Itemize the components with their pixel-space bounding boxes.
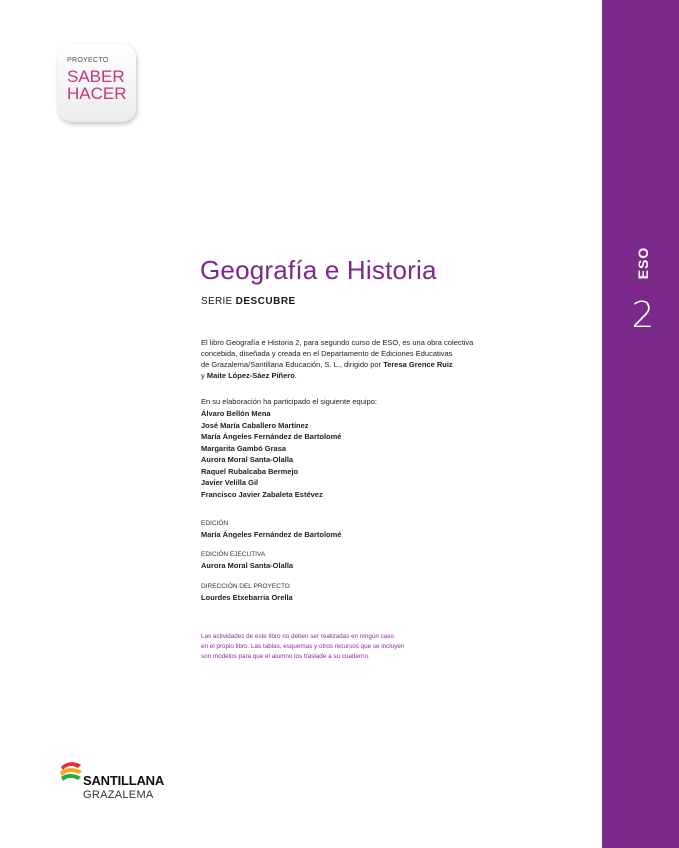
team-member: Javier Velilla Gil: [201, 478, 259, 487]
series-prefix: SERIE: [201, 296, 233, 307]
note-line: Las actividades de este libro no deben ser realizadas en ningún caso: [201, 633, 394, 640]
credit-edicion-ejecutiva: [201, 549, 293, 571]
credit-name: Lourdes Etxebarria Orella: [201, 593, 293, 602]
level-label: ESO: [635, 246, 651, 280]
grade-number: 2: [631, 295, 655, 336]
logo-hacer-text: HACER: [67, 84, 127, 103]
intro-text: .: [294, 371, 297, 380]
team-member: Raquel Rubalcaba Bermejo: [201, 466, 299, 476]
intro-line: [201, 359, 531, 370]
credit-direccion: [201, 581, 293, 603]
book-title: Geografía e Historia: [200, 255, 437, 285]
team-member: José María Caballero Martínez: [201, 420, 309, 430]
team-member: Francisco Javier Zabaleta Estévez: [201, 489, 323, 499]
credit-name: María Ángeles Fernández de Bartolomé: [201, 530, 342, 539]
director-name: Teresa Grence Ruiz: [383, 360, 453, 369]
team-member: María Ángeles Fernández de Bartolomé: [201, 432, 342, 441]
intro-text: y: [201, 371, 207, 380]
team-member: Margarita Gambó Grasa: [201, 443, 287, 453]
director-name: Maite López-Sáez Piñero: [206, 371, 295, 380]
publisher-subname: GRAZALEMA: [83, 789, 154, 801]
usage-note: [201, 632, 461, 662]
series-line: [201, 296, 296, 307]
credit-label: EDICIÓN: [201, 520, 229, 527]
publisher-name: SANTILLANA: [83, 773, 165, 788]
intro-paragraph: [201, 337, 531, 381]
credit-label: EDICIÓN EJECUTIVA: [201, 551, 266, 558]
note-line: son modelos para que el alumno los traslade a su cuaderno.: [201, 653, 370, 660]
credit-name: Aurora Moral Santa-Olalla: [201, 561, 294, 570]
team-member: Aurora Moral Santa-Olalla: [201, 455, 294, 464]
publisher-logo: [58, 757, 188, 807]
team-label: En su elaboración ha participado el siguiente equipo:: [201, 397, 377, 406]
intro-text: de Grazalema/Santillana Educación, S. L., dirigido por: [201, 360, 384, 369]
team-member: Álvaro Bellón Mena: [201, 409, 271, 418]
note-line: en el propio libro. Las tablas, esquemas y otros recursos que se incluyen: [201, 643, 405, 650]
intro-line: El libro Geografía e Historia 2, para segundo curso de ESO, es una obra colectiva: [201, 338, 474, 347]
credit-edicion: [201, 518, 341, 540]
publisher-emblem-icon: [58, 759, 84, 785]
logo-saber-text: SABER: [67, 67, 125, 86]
credit-label: DIRECCIÓN DEL PROYECTO: [201, 583, 290, 590]
sidebar-band: [602, 0, 679, 848]
series-name: DESCUBRE: [235, 296, 296, 307]
saber-hacer-logo: [58, 44, 136, 122]
intro-line: concebida, diseñada y creada en el Departamento de Ediciones Educativas: [201, 349, 453, 358]
team-list: [201, 408, 341, 500]
intro-line: [201, 370, 531, 381]
logo-project-text: PROYECTO: [67, 57, 109, 64]
